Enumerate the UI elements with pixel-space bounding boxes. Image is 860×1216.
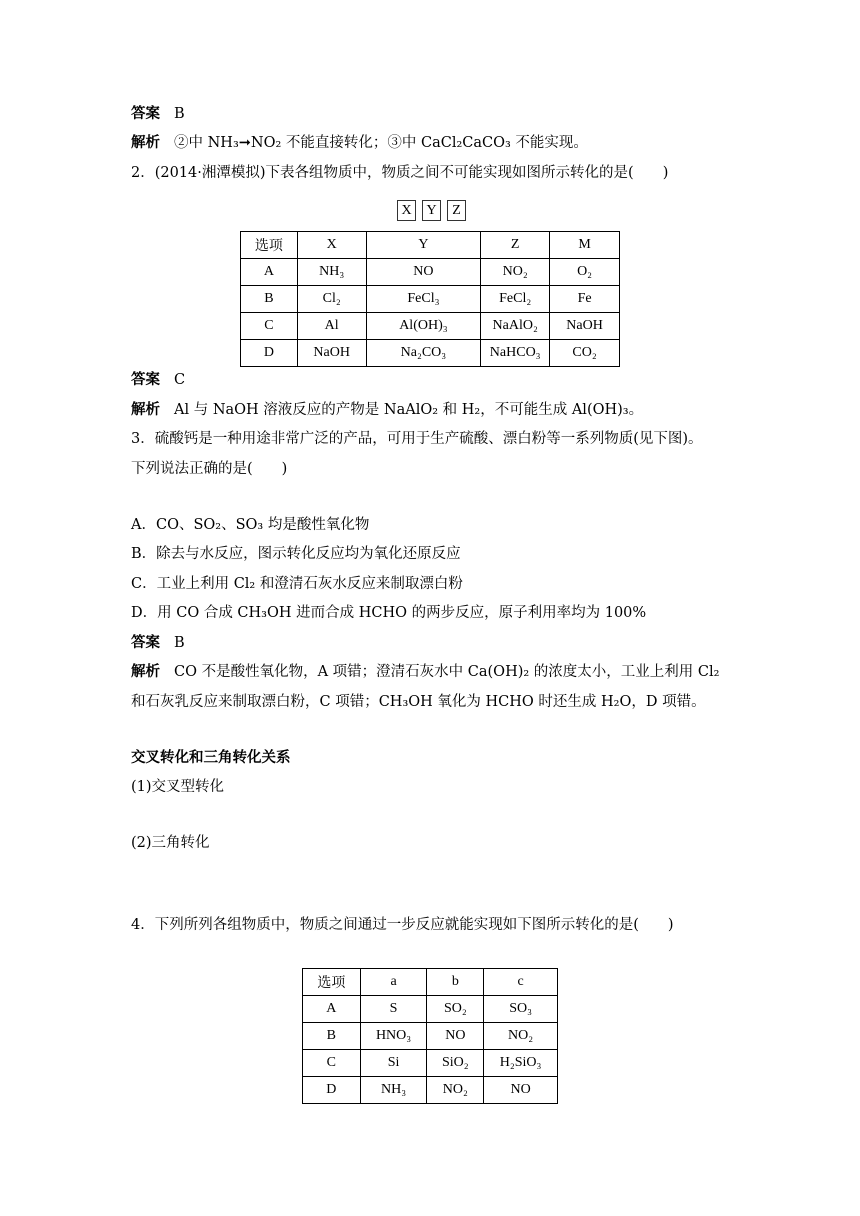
header-cell: a (360, 969, 427, 996)
table-cell: H₂SiO₃ (484, 1050, 558, 1077)
q3-option-a: A．CO、SO₂、SO₃ 均是酸性氧化物 (131, 517, 370, 533)
analysis-label: 解析 (131, 663, 160, 680)
header-cell: 选项 (303, 969, 361, 996)
table-cell: O₂ (550, 259, 620, 286)
answer-label: 答案 (131, 634, 160, 651)
header-cell: Y (366, 232, 481, 259)
table-cell: A (303, 996, 361, 1023)
table-cell: A (241, 259, 298, 286)
table-cell: NaOH (297, 340, 366, 367)
table-cell: Si (360, 1050, 427, 1077)
q1-analysis-line (131, 133, 588, 153)
table-cell: S (360, 996, 427, 1023)
analysis-text: Al 与 NaOH 溶液反应的产物是 NaAlO₂ 和 H₂，不可能生成 Al(OH)₃。 (174, 402, 644, 418)
answer-label: 答案 (131, 105, 160, 122)
table-cell: Al(OH)₃ (366, 313, 481, 340)
analysis-text: CO 不是酸性氧化物，A 项错；澄清石灰水中 Ca(OH)₂ 的浓度太小，工业上利用 Cl₂ (174, 664, 720, 680)
section-item-triangle: (2)三角转化 (131, 835, 210, 851)
table-header-row (241, 232, 620, 259)
table-row (241, 340, 620, 367)
table-row (241, 259, 620, 286)
table-cell: C (241, 313, 298, 340)
q4-stem: 4．下列所列各组物质中，物质之间通过一步反应就能实现如下图所示转化的是( ) (131, 917, 674, 933)
q3-option-d: D．用 CO 合成 CH₃OH 进而合成 HCHO 的两步反应，原子利用率均为 100% (131, 605, 647, 621)
q3-stem-line2: 下列说法正确的是( ) (131, 461, 288, 477)
table-cell: NaHCO₃ (481, 340, 550, 367)
table-row (303, 1077, 558, 1104)
diagram-box-z: Z (447, 200, 466, 221)
q2-answer-line (131, 370, 185, 390)
table-cell: NO₂ (481, 259, 550, 286)
table-cell: Al (297, 313, 366, 340)
table-cell: NaAlO₂ (481, 313, 550, 340)
table-cell: D (241, 340, 298, 367)
table-cell: D (303, 1077, 361, 1104)
header-cell: 选项 (241, 232, 298, 259)
q2-analysis-line (131, 400, 643, 420)
table-cell: HNO₃ (360, 1023, 427, 1050)
table-cell: B (303, 1023, 361, 1050)
table-row (241, 313, 620, 340)
table-cell: NO (366, 259, 481, 286)
analysis-text: ②中 NH₃➞NO₂ 不能直接转化；③中 CaCl₂CaCO₃ 不能实现。 (174, 135, 588, 151)
table-row (303, 1023, 558, 1050)
q3-stem-line1: 3．硫酸钙是一种用途非常广泛的产品，可用于生产硫酸、漂白粉等一系列物质(见下图)。 (131, 431, 703, 447)
table-cell: NH₃ (360, 1077, 427, 1104)
q3-analysis-line2: 和石灰乳反应来制取漂白粉，C 项错；CH₃OH 氧化为 HCHO 时还生成 H₂O，D 项错。 (131, 694, 706, 710)
header-cell: X (297, 232, 366, 259)
table-cell: SO₃ (484, 996, 558, 1023)
table-cell: NO (484, 1077, 558, 1104)
table-row (241, 286, 620, 313)
table-cell: C (303, 1050, 361, 1077)
table-cell: CO₂ (550, 340, 620, 367)
table-cell: SO₂ (427, 996, 484, 1023)
table-cell: NO₂ (427, 1077, 484, 1104)
q4-options-table (302, 968, 558, 1104)
answer-label: 答案 (131, 371, 160, 388)
table-header-row (303, 969, 558, 996)
q1-answer-line (131, 104, 185, 124)
table-cell: NH₃ (297, 259, 366, 286)
q2-options-table (240, 231, 620, 367)
q3-option-b: B．除去与水反应，图示转化反应均为氧化还原反应 (131, 546, 461, 562)
analysis-label: 解析 (131, 401, 160, 418)
answer-value: B (174, 635, 185, 651)
q3-option-c: C．工业上利用 Cl₂ 和澄清石灰水反应来制取漂白粉 (131, 576, 463, 592)
section-item-cross: (1)交叉型转化 (131, 779, 225, 795)
answer-value: B (174, 106, 185, 122)
table-cell: NaOH (550, 313, 620, 340)
table-cell: FeCl₂ (481, 286, 550, 313)
q2-stem: 2．(2014·湘潭模拟)下表各组物质中，物质之间不可能实现如图所示转化的是( ) (131, 165, 669, 181)
table-cell: Fe (550, 286, 620, 313)
header-cell: b (427, 969, 484, 996)
diagram-box-x: X (397, 200, 416, 221)
header-cell: M (550, 232, 620, 259)
table-cell: Cl₂ (297, 286, 366, 313)
table-cell: SiO₂ (427, 1050, 484, 1077)
q3-answer-line (131, 633, 185, 653)
answer-value: C (174, 372, 186, 388)
table-cell: NO (427, 1023, 484, 1050)
table-cell: Na₂CO₃ (366, 340, 481, 367)
section-title: 交叉转化和三角转化关系 (131, 749, 291, 766)
diagram-box-y: Y (422, 200, 441, 221)
table-row (303, 1050, 558, 1077)
q2-conversion-diagram (397, 200, 466, 221)
table-row (303, 996, 558, 1023)
table-cell: NO₂ (484, 1023, 558, 1050)
header-cell: Z (481, 232, 550, 259)
header-cell: c (484, 969, 558, 996)
analysis-label: 解析 (131, 134, 160, 151)
table-cell: FeCl₃ (366, 286, 481, 313)
table-cell: B (241, 286, 298, 313)
q3-analysis-line1 (131, 662, 719, 682)
